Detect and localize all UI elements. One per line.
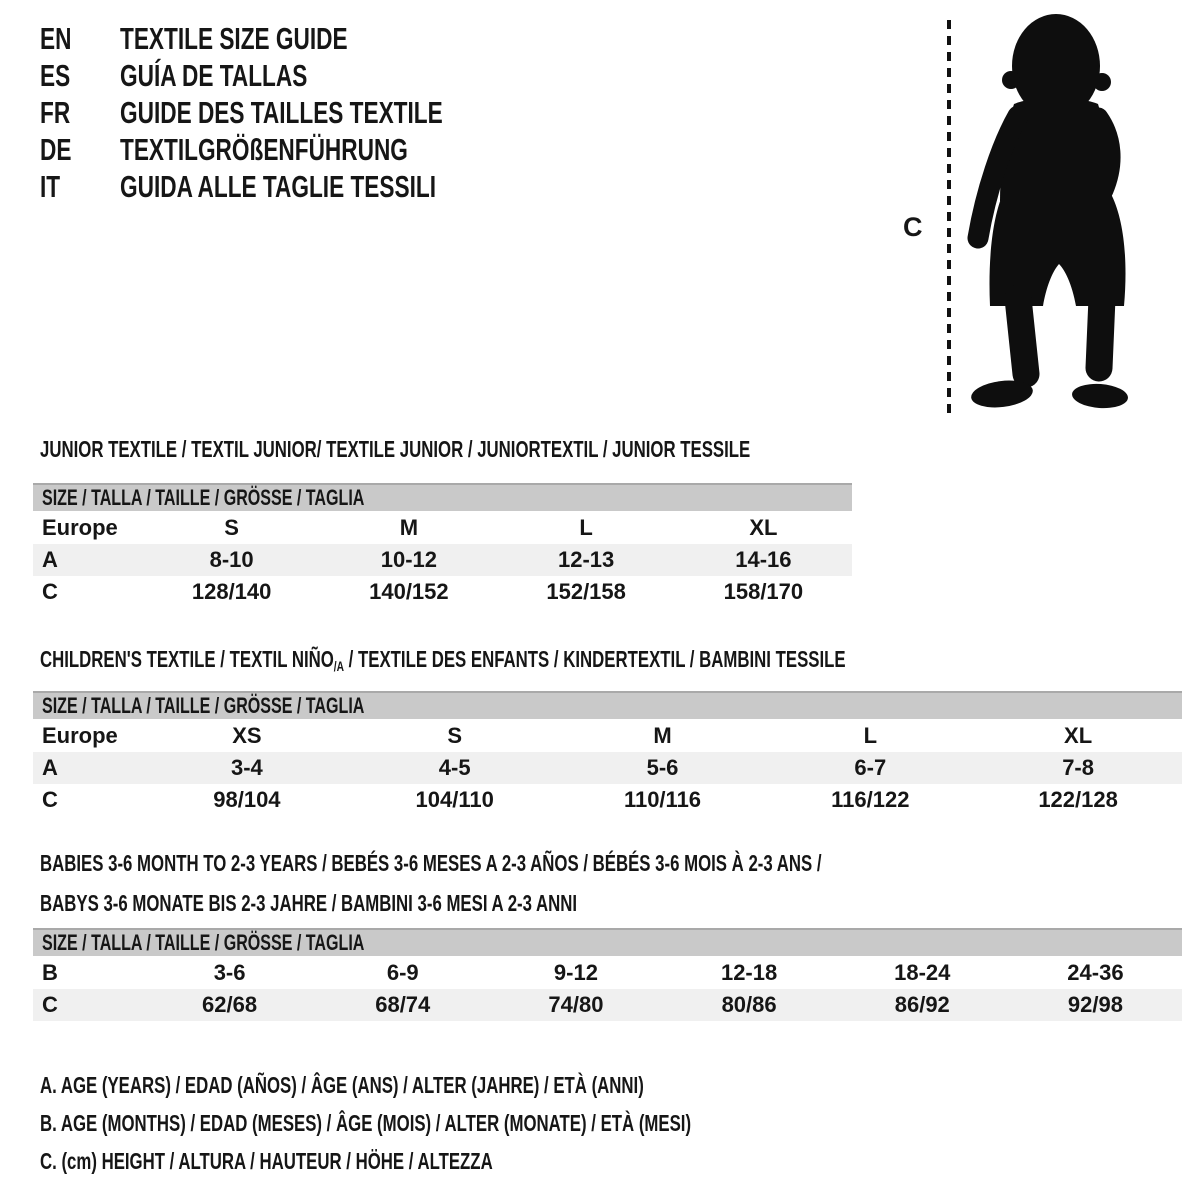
height-value: 104/110 [415,787,494,812]
age-value: 7-8 [1062,755,1094,780]
height-value: 62/68 [202,992,258,1017]
toddler-silhouette-icon [962,6,1144,418]
height-value: 92/98 [1067,992,1123,1017]
age-value: 4-5 [438,755,471,780]
junior-age-row [33,544,852,576]
age-value: 3-4 [231,755,263,780]
babies-size-table [33,957,1182,1021]
language-title-list [40,20,562,205]
junior-header-row [33,512,852,544]
size-column: L [579,515,593,540]
babies-heading-line2: BABYS 3-6 MONATE BIS 2-3 JAHRE / BAMBINI 3-6 MESI A 2-3 ANNI [40,890,578,916]
months-value: 12-18 [720,960,778,985]
height-value: 80/86 [721,992,777,1017]
height-value: 152/158 [546,579,626,604]
size-column: L [863,723,878,748]
size-column: M [399,515,419,540]
language-title-en: TEXTILE SIZE GUIDE [120,20,348,56]
measurement-legend [40,1066,932,1180]
age-value: 10-12 [380,547,438,572]
age-value: 5-6 [646,755,679,780]
row-label: A [42,755,58,780]
height-measure-label: C [903,212,923,242]
row-label: A [42,547,58,572]
children-age-row [33,752,1182,784]
language-row-es [40,57,562,94]
age-value: 6-7 [854,755,887,780]
size-column: XS [232,723,262,748]
legend-line-c: C. (cm) HEIGHT / ALTURA / HAUTEUR / HÖHE / ALTEZZA [40,1148,493,1174]
children-size-bar: SIZE / TALLA / TAILLE / GRÖSSE / TAGLIA [33,691,1182,719]
nino-a-subscript: /A [333,658,345,674]
height-value: 116/122 [831,787,910,812]
height-value: 158/170 [723,579,804,604]
language-code-de: DE [40,131,72,167]
language-code-es: ES [40,57,71,93]
height-value: 86/92 [894,992,950,1017]
age-value: 8-10 [209,547,254,572]
size-column: S [447,723,463,748]
babies-height-row [33,989,1182,1021]
language-title-fr: GUIDE DES TAILLES TEXTILE [120,94,443,130]
babies-months-row [33,957,1182,989]
height-value: 74/80 [548,992,604,1017]
age-value: 14-16 [735,547,792,572]
language-code-fr: FR [40,94,71,130]
junior-size-bar: SIZE / TALLA / TAILLE / GRÖSSE / TAGLIA [33,483,852,511]
size-column: XL [749,515,778,540]
size-column: S [224,515,239,540]
height-measure-dashed-line [947,20,951,416]
months-value: 3-6 [213,960,246,985]
size-column: M [653,723,672,748]
babies-section-heading [40,843,1111,923]
language-title-de: TEXTILGRÖßENFÜHRUNG [120,131,408,167]
height-value: 98/104 [213,787,281,812]
months-value: 18-24 [894,960,951,985]
language-title-es: GUÍA DE TALLAS [120,57,308,93]
babies-heading-line1: BABIES 3-6 MONTH TO 2-3 YEARS / BEBÉS 3-6 MESES A 2-3 AÑOS / BÉBÉS 3-6 MOIS À 2-3 ANS / [40,850,822,876]
children-size-table [33,720,1182,816]
months-value: 24-36 [1067,960,1124,985]
language-title-it: GUIDA ALLE TAGLIE TESSILI [120,168,436,204]
height-value: 140/152 [369,579,449,604]
height-value: 122/128 [1038,787,1118,812]
months-value: 9-12 [553,960,598,985]
height-value: 68/74 [375,992,431,1017]
height-value: 110/116 [623,787,702,812]
size-column: XL [1064,723,1093,748]
region-label: Europe [42,723,118,748]
children-section-heading: CHILDREN'S TEXTILE / TEXTIL NIÑO/A / TEXTILE DES ENFANTS / KINDERTEXTIL / BAMBINI TESSILE [40,646,846,674]
row-label: B [42,960,58,985]
junior-size-table [33,512,852,608]
language-row-de [40,131,562,168]
age-value: 12-13 [557,547,615,572]
height-value: 128/140 [191,579,272,604]
row-label: C [42,992,58,1017]
children-header-row [33,720,1182,752]
language-code-it: IT [40,168,61,204]
babies-size-bar: SIZE / TALLA / TAILLE / GRÖSSE / TAGLIA [33,928,1182,956]
language-row-it [40,168,562,205]
row-label: C [42,579,58,604]
language-row-en [40,20,562,57]
language-row-fr [40,94,562,131]
legend-line-b: B. AGE (MONTHS) / EDAD (MESES) / ÂGE (MOIS) / ALTER (MONATE) / ETÀ (MESI) [40,1110,692,1136]
children-height-row [33,784,1182,816]
region-label: Europe [42,515,118,540]
junior-section-heading: JUNIOR TEXTILE / TEXTIL JUNIOR/ TEXTILE JUNIOR / JUNIORTEXTIL / JUNIOR TESSILE [40,436,751,462]
months-value: 6-9 [386,960,419,985]
junior-height-row [33,576,852,608]
language-code-en: EN [40,20,72,56]
row-label: C [42,787,58,812]
legend-line-a: A. AGE (YEARS) / EDAD (AÑOS) / ÂGE (ANS) / ALTER (JAHRE) / ETÀ (ANNI) [40,1072,644,1098]
